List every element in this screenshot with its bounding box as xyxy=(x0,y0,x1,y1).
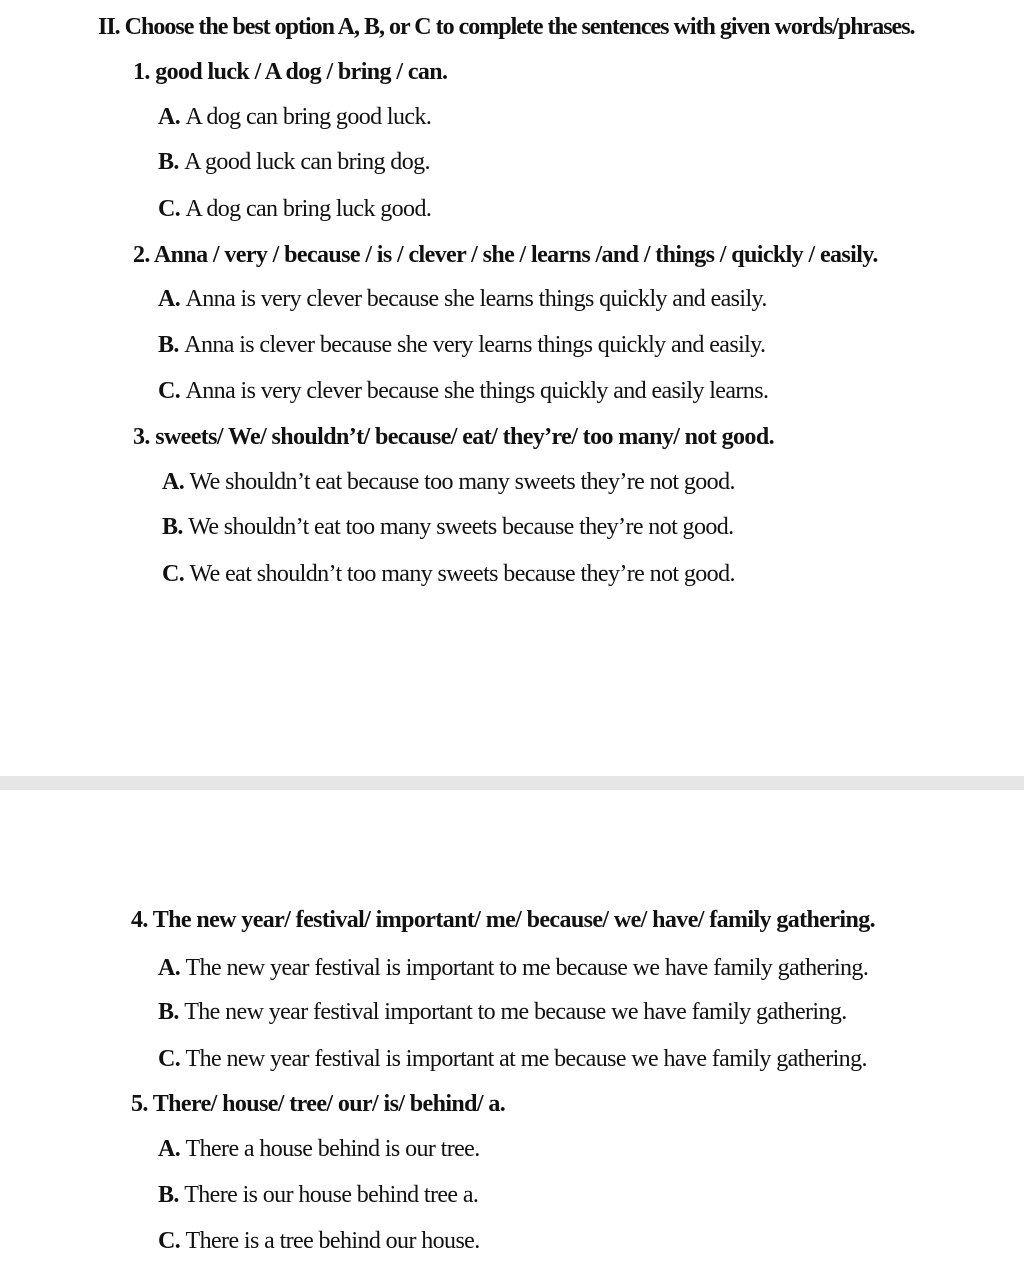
option-letter: A. xyxy=(162,469,190,495)
option-letter: C. xyxy=(158,1228,186,1254)
question-1-option-a[interactable] xyxy=(158,103,431,131)
option-text: We eat shouldn’t too many sweets because they’re not good. xyxy=(189,561,735,587)
question-1-prompt: 1. good luck / A dog / bring / can. xyxy=(133,59,448,85)
question-5-prompt: 5. There/ house/ tree/ our/ is/ behind/ a. xyxy=(131,1091,506,1117)
option-letter: B. xyxy=(158,332,185,358)
option-letter: B. xyxy=(162,514,189,540)
option-letter: A. xyxy=(158,1136,186,1162)
option-letter: A. xyxy=(158,104,186,130)
question-5-option-c[interactable] xyxy=(158,1227,480,1255)
option-letter: C. xyxy=(158,1046,186,1072)
question-2-option-a[interactable] xyxy=(158,285,767,313)
page-separator xyxy=(0,776,1024,790)
option-text: There is a tree behind our house. xyxy=(185,1228,480,1254)
section-heading: II. Choose the best option A, B, or C to complete the sentences with given words/phrases. xyxy=(98,14,915,40)
option-text: There is our house behind tree a. xyxy=(184,1182,479,1208)
option-letter: C. xyxy=(162,561,190,587)
question-3-prompt: 3. sweets/ We/ shouldn’t/ because/ eat/ they’re/ too many/ not good. xyxy=(133,424,774,450)
option-text: The new year festival is important at me because we have family gathering. xyxy=(185,1046,867,1072)
question-2-option-c[interactable] xyxy=(158,377,768,405)
option-text: Anna is very clever because she learns things quickly and easily. xyxy=(185,286,767,312)
question-3-option-b[interactable] xyxy=(162,513,734,541)
question-4-option-b[interactable] xyxy=(158,998,847,1026)
document-page-2 xyxy=(0,790,1024,1280)
option-text: A dog can bring luck good. xyxy=(185,196,432,222)
option-letter: A. xyxy=(158,955,186,981)
option-text: The new year festival is important to me because we have family gathering. xyxy=(185,955,869,981)
option-text: A dog can bring good luck. xyxy=(185,104,432,130)
question-4-prompt: 4. The new year/ festival/ important/ me/ because/ we/ have/ family gathering. xyxy=(131,907,875,933)
option-letter: A. xyxy=(158,286,186,312)
option-text: There a house behind is our tree. xyxy=(185,1136,480,1162)
question-5-option-a[interactable] xyxy=(158,1135,480,1163)
question-1-option-b[interactable] xyxy=(158,148,430,176)
option-text: The new year festival important to me because we have family gathering. xyxy=(184,999,847,1025)
question-5-option-b[interactable] xyxy=(158,1181,478,1209)
question-4-option-a[interactable] xyxy=(158,954,868,982)
question-2-prompt: 2. Anna / very / because / is / clever / she / learns /and / things / quickly / easily. xyxy=(133,242,878,268)
question-2-option-b[interactable] xyxy=(158,331,765,359)
option-text: A good luck can bring dog. xyxy=(184,149,430,175)
question-4-option-c[interactable] xyxy=(158,1045,867,1073)
option-letter: C. xyxy=(158,378,186,404)
question-3-option-c[interactable] xyxy=(162,560,735,588)
option-text: Anna is very clever because she things quickly and easily learns. xyxy=(185,378,769,404)
question-1-option-c[interactable] xyxy=(158,195,431,223)
option-text: We shouldn’t eat because too many sweets they’re not good. xyxy=(189,469,735,495)
question-3-option-a[interactable] xyxy=(162,468,735,496)
option-letter: B. xyxy=(158,999,185,1025)
option-text: Anna is clever because she very learns things quickly and easily. xyxy=(184,332,766,358)
option-letter: C. xyxy=(158,196,186,222)
option-text: We shouldn’t eat too many sweets because they’re not good. xyxy=(188,514,734,540)
option-letter: B. xyxy=(158,1182,185,1208)
option-letter: B. xyxy=(158,149,185,175)
